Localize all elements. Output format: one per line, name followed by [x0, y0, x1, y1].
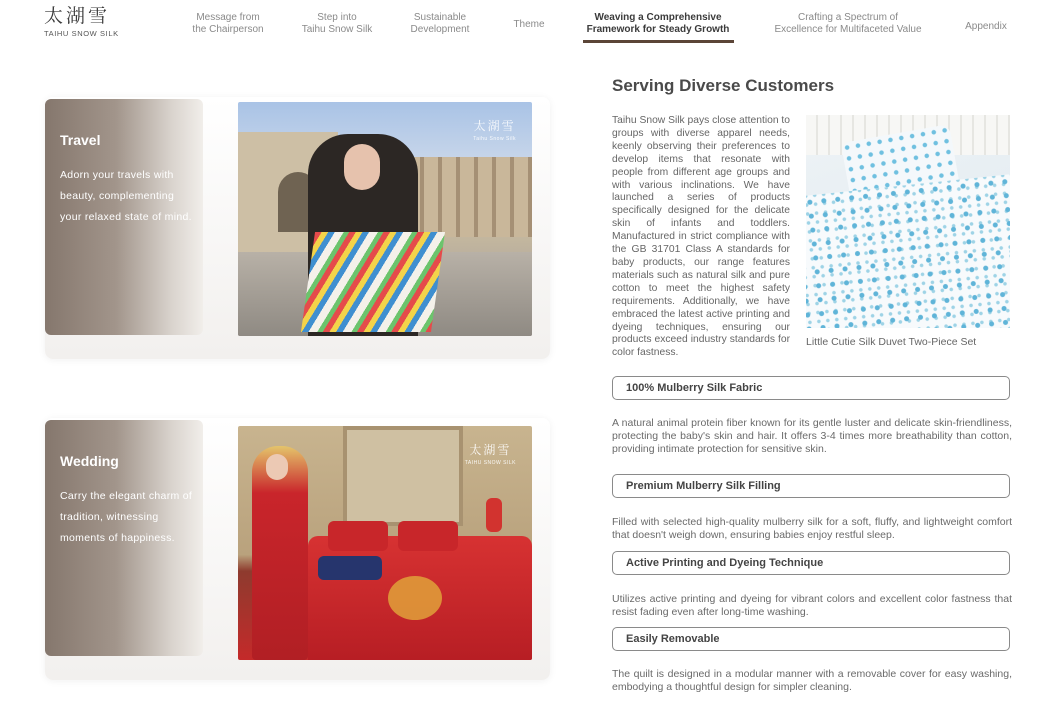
nav-item-step-into[interactable]: Step into Taihu Snow Silk: [301, 12, 373, 35]
nav-item-appendix[interactable]: Appendix: [965, 21, 1007, 32]
card-title: Wedding: [60, 453, 119, 469]
photo-watermark: 太湖雪 Taihu Snow Silk: [473, 119, 516, 142]
wedding-panel: [45, 420, 203, 656]
feature-desc-mulberry-fabric: A natural animal protein fiber known for its gentle luster and delicate skin-friendliness, protecting the baby's skin and hair. It offers 3-4 times more breathability than cotton, providing intimate protection for sensitive skin.: [612, 417, 1012, 455]
top-navigation: [0, 0, 1063, 46]
nav-item-excellence[interactable]: Crafting a Spectrum of Excellence for Multifaceted Value: [774, 12, 922, 35]
feature-desc-removable: The quilt is designed in a modular manner with a removable cover for easy washing, embodying a thoughtful design for simpler cleaning.: [612, 668, 1012, 693]
card-text: Adorn your travels with beauty, complementing your relaxed state of mind.: [60, 169, 192, 223]
nav-item-sustainable[interactable]: Sustainable Development: [410, 12, 470, 35]
duvet-product-photo: [806, 115, 1010, 328]
brand-mark: 太湖雪: [44, 5, 111, 27]
card-title: Travel: [60, 132, 101, 148]
nav-item-theme[interactable]: Theme: [513, 19, 545, 30]
active-tab-indicator: [583, 40, 734, 43]
nav-item-chairperson[interactable]: Message from the Chairperson: [192, 12, 264, 35]
feature-desc-silk-filling: Filled with selected high-quality mulberry silk for a soft, fluffy, and lightweight comfort that doesn't weigh down, ensuring babies enjoy restful sleep.: [612, 516, 1012, 541]
feature-label-mulberry-fabric: 100% Mulberry Silk Fabric: [612, 376, 1010, 400]
brand-name: TAIHU SNOW SILK: [44, 29, 119, 38]
section-title: Serving Diverse Customers: [612, 76, 835, 95]
travel-panel: [45, 99, 203, 335]
nav-item-framework[interactable]: Weaving a Comprehensive Framework for Steady Growth: [586, 12, 730, 35]
product-caption: Little Cutie Silk Duvet Two-Piece Set: [806, 336, 977, 348]
feature-label-silk-filling: Premium Mulberry Silk Filling: [612, 474, 1010, 498]
scarf-photo: [238, 102, 532, 336]
feature-label-printing: Active Printing and Dyeing Technique: [612, 551, 1010, 575]
feature-desc-printing: Utilizes active printing and dyeing for vibrant colors and excellent color fastness that resist fading even after long-time washing.: [612, 593, 1012, 618]
intro-paragraph: Taihu Snow Silk pays close attention to groups with diverse apparel needs, keenly observing their preferences to develop items that resonate with people from different age groups and with various inclinations. We have launched a series of products specifically designed for the delicate skin of infants and toddlers. Manufactured in strict compliance with the GB 31701 Class A standards for baby products, our range features materials such as natural silk and pure cotton to meet the highest safety requirements. Additionally, we have embraced the latest active printing and dyeing techniques, ensuring our products exceed industry standards for color fastness.: [612, 115, 791, 359]
travel-card: [45, 97, 550, 359]
feature-label-removable: Easily Removable: [612, 627, 1010, 651]
card-text: Carry the elegant charm of tradition, witnessing moments of happiness.: [60, 490, 193, 544]
bridal-bedding-photo: [238, 426, 532, 660]
wedding-card: [45, 418, 550, 680]
photo-watermark: 太湖雪 TAIHU SNOW SILK: [464, 443, 516, 466]
